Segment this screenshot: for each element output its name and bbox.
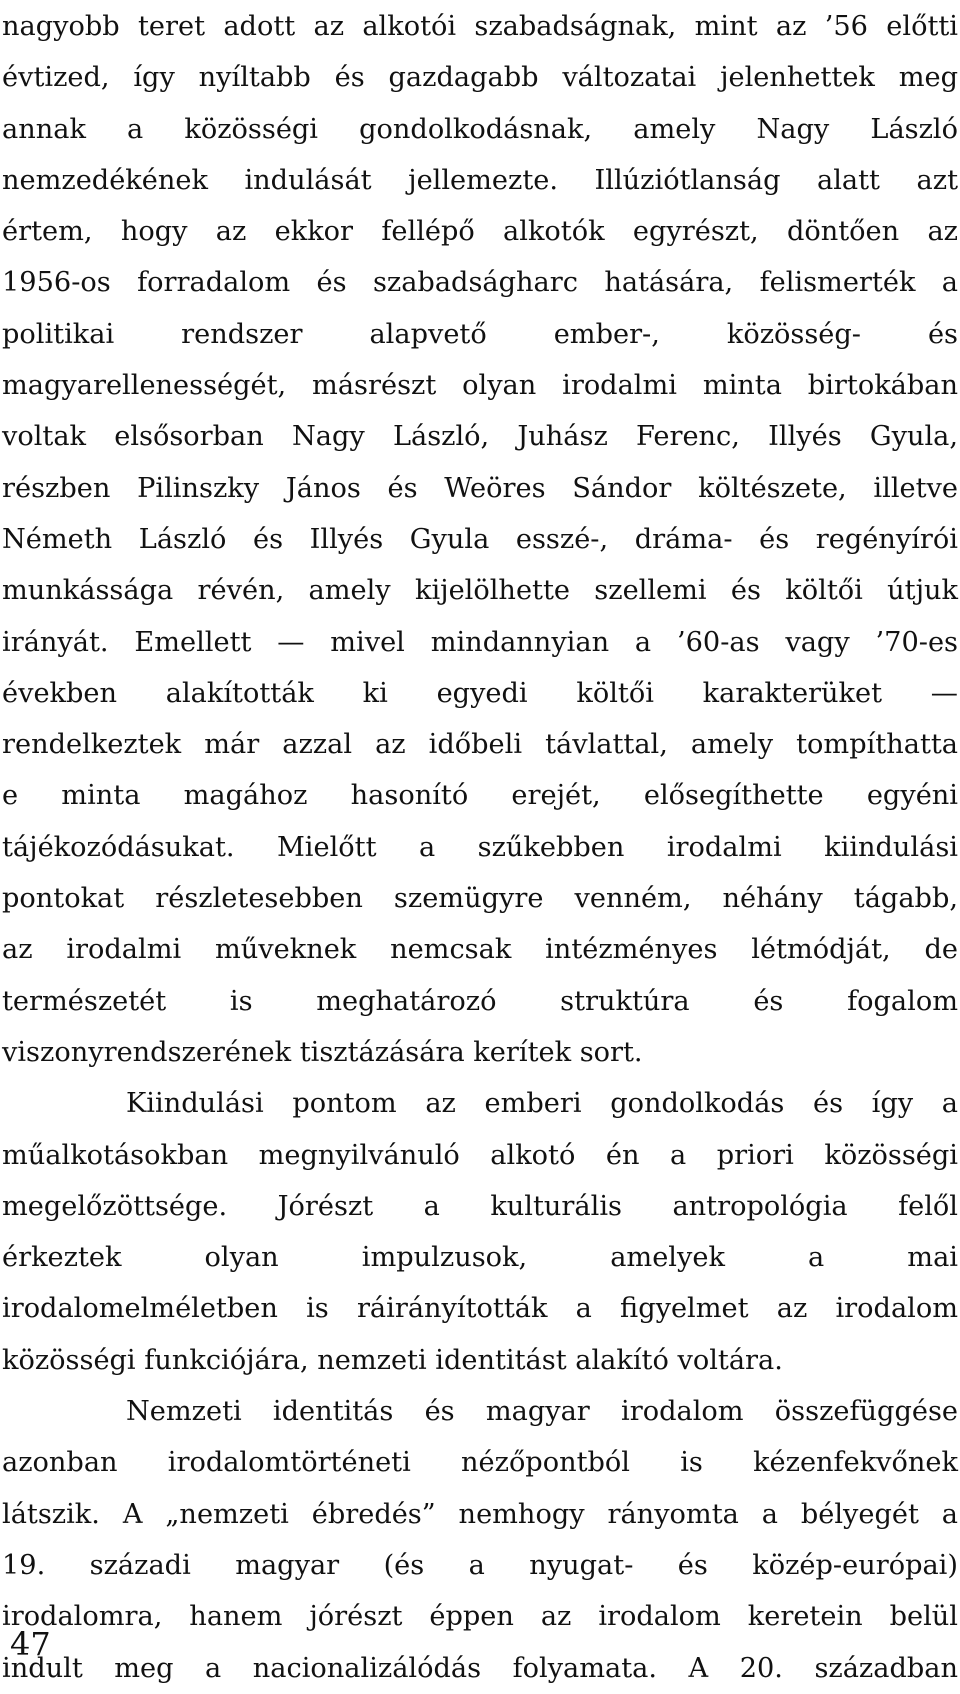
- paragraph-first-line: Kiindulási pontom az emberi gondolkodás és így a: [126, 1088, 958, 1120]
- text-line: nemzedékének indulását jellemezte. Illúziótlanság alatt azt: [2, 164, 958, 196]
- text-line: magyarellenességét, másrészt olyan irodalmi minta birtokában: [2, 370, 958, 402]
- text-line: irányát. Emellett — mivel mindannyian a ’60-as vagy ’70-es: [2, 626, 958, 658]
- text-line: azonban irodalomtörténeti nézőpontból is kézenfekvőnek: [2, 1447, 958, 1479]
- text-line: években alakították ki egyedi költői karakterüket —: [2, 677, 958, 709]
- text-line: irodalomra, hanem jórészt éppen az irodalom keretein belül: [2, 1601, 958, 1633]
- text-line: megelőzöttsége. Jórészt a kulturális antropológia felől: [2, 1190, 958, 1222]
- text-line: annak a közösségi gondolkodásnak, amely Nagy László: [2, 113, 958, 145]
- text-line: évtized, így nyíltabb és gazdagabb változatai jelenhettek meg: [2, 62, 958, 94]
- text-line: értem, hogy az ekkor fellépő alkotók egyrészt, döntően az: [2, 216, 958, 248]
- text-line: látszik. A „nemzeti ébredés” nemhogy rányomta a bélyegét a: [2, 1498, 958, 1530]
- text-line: az irodalmi műveknek nemcsak intézményes létmódját, de: [2, 934, 958, 966]
- text-line: pontokat részletesebben szemügyre venném, néhány tágabb,: [2, 883, 958, 915]
- text-line: természetét is meghatározó struktúra és fogalom: [2, 985, 958, 1017]
- text-line: műalkotásokban megnyilvánuló alkotó én a priori közösségi: [2, 1139, 958, 1171]
- text-line: politikai rendszer alapvető ember-, közösség- és: [2, 318, 958, 350]
- text-line: viszonyrendszerének tisztázására kerítek sort.: [2, 1036, 643, 1068]
- text-line: voltak elsősorban Nagy László, Juhász Ferenc, Illyés Gyula,: [2, 421, 958, 453]
- text-line: 19. századi magyar (és a nyugat- és közép-európai): [2, 1549, 958, 1581]
- text-line: közösségi funkciójára, nemzeti identitást alakító voltára.: [2, 1344, 783, 1376]
- text-line: 1956-os forradalom és szabadságharc hatására, felismerték a: [2, 267, 958, 299]
- text-line: nagyobb teret adott az alkotói szabadságnak, mint az ’56 előtti: [2, 11, 958, 42]
- text-line: e minta magához hasonító erejét, elősegíthette egyéni: [2, 780, 958, 812]
- text-line: indult meg a nacionalizálódás folyamata. A 20. században: [2, 1652, 958, 1684]
- text-line: irodalomelméletben is ráirányították a figyelmet az irodalom: [2, 1293, 958, 1325]
- page-number: 47: [10, 1625, 51, 1663]
- text-line: Németh László és Illyés Gyula esszé-, dráma- és regényírói: [2, 523, 958, 555]
- body-text: [2, 1, 958, 1694]
- text-line: érkeztek olyan impulzusok, amelyek a mai: [2, 1242, 958, 1274]
- text-line: munkássága révén, amely kijelölhette szellemi és költői útjuk: [2, 575, 958, 607]
- text-line: tájékozódásukat. Mielőtt a szűkebben irodalmi kiindulási: [2, 831, 958, 863]
- text-line: részben Pilinszky János és Weöres Sándor költészete, illetve: [2, 472, 958, 504]
- text-line: rendelkeztek már azzal az időbeli távlattal, amely tompíthatta: [2, 729, 958, 761]
- paragraph-first-line: Nemzeti identitás és magyar irodalom összefüggése: [126, 1396, 958, 1428]
